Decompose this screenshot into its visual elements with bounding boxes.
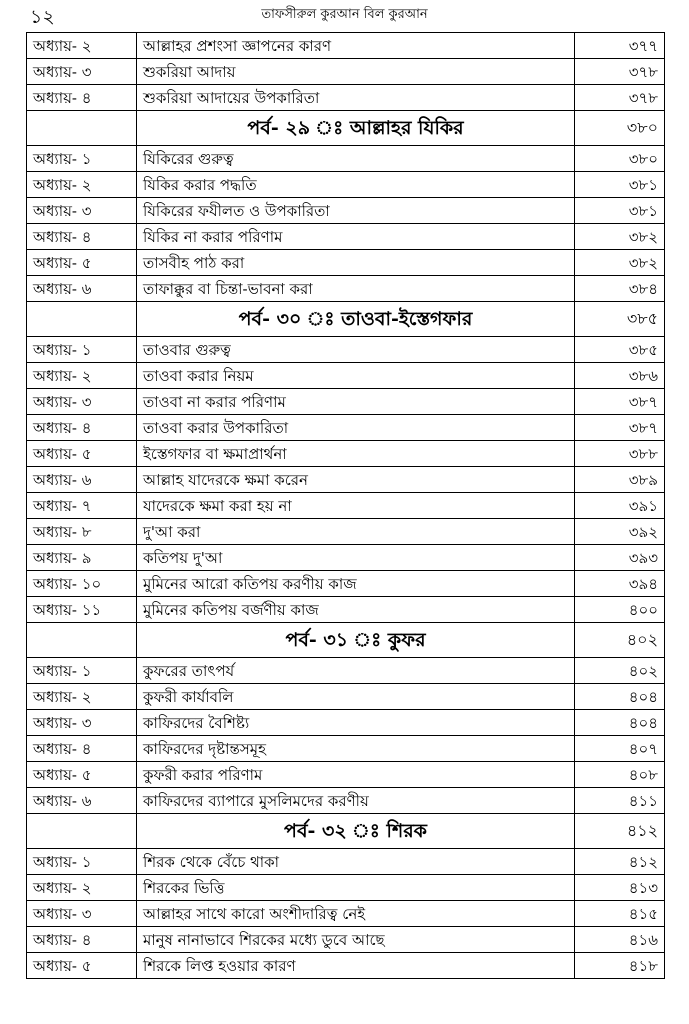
chapter-row (27, 788, 665, 814)
chapter-number: অধ্যায়- ২ (27, 172, 137, 198)
chapter-title: আল্লাহর সাথে কারো অংশীদারিত্ব নেই (137, 901, 575, 927)
chapter-title: তাওবা না করার পরিণাম (137, 389, 575, 415)
chapter-number: অধ্যায়- ২ (27, 684, 137, 710)
chapter-title: আল্লাহ যাদেরকে ক্ষমা করেন (137, 467, 575, 493)
chapter-title: শুকরিয়া আদায় (137, 59, 575, 85)
chapter-title: দু'আ করা (137, 519, 575, 545)
chapter-title: তাওবার গুরুত্ব (137, 337, 575, 363)
chapter-page-number: ৩৮২ (575, 250, 665, 276)
chapter-page-number: ৪০৪ (575, 684, 665, 710)
chapter-row (27, 736, 665, 762)
chapter-number: অধ্যায়- ৬ (27, 276, 137, 302)
chapter-row (27, 571, 665, 597)
chapter-number: অধ্যায়- ৬ (27, 467, 137, 493)
chapter-row (27, 276, 665, 302)
chapter-row (27, 337, 665, 363)
chapter-page-number: ৩৮৭ (575, 415, 665, 441)
chapter-number: অধ্যায়- ১ (27, 658, 137, 684)
chapter-row (27, 59, 665, 85)
chapter-number: অধ্যায়- ৫ (27, 250, 137, 276)
chapter-title: কাফিরদের বৈশিষ্ট্য (137, 710, 575, 736)
chapter-title: মানুষ নানাভাবে শিরকের মধ্যে ডুবে আছে (137, 927, 575, 953)
chapter-row (27, 493, 665, 519)
chapter-title: আল্লাহর প্রশংসা জ্ঞাপনের কারণ (137, 33, 575, 59)
running-header-title: তাফসীরুল কুরআন বিল কুরআন (261, 7, 428, 22)
chapter-number: অধ্যায়- ১১ (27, 597, 137, 623)
chapter-page-number: ৪০৪ (575, 710, 665, 736)
chapter-page-number: ৪০৭ (575, 736, 665, 762)
part-empty-cell (27, 623, 137, 658)
chapter-number: অধ্যায়- ৪ (27, 736, 137, 762)
chapter-title: তাফাক্কুর বা চিন্তা-ভাবনা করা (137, 276, 575, 302)
chapter-row (27, 710, 665, 736)
chapter-title: ইস্তেগফার বা ক্ষমাপ্রার্থনা (137, 441, 575, 467)
page-number: ১২ (30, 6, 55, 28)
chapter-title: কুফরী করার পরিণাম (137, 762, 575, 788)
chapter-number: অধ্যায়- ৭ (27, 493, 137, 519)
chapter-row (27, 415, 665, 441)
chapter-page-number: ৩৮৪ (575, 276, 665, 302)
chapter-number: অধ্যায়- ১০ (27, 571, 137, 597)
chapter-title: শিরক থেকে বেঁচে থাকা (137, 849, 575, 875)
chapter-page-number: ৩৭৮ (575, 85, 665, 111)
chapter-title: যিকিরের ফযীলত ও উপকারিতা (137, 198, 575, 224)
chapter-page-number: ৪১৫ (575, 901, 665, 927)
chapter-number: অধ্যায়- ১ (27, 146, 137, 172)
chapter-number: অধ্যায়- ৫ (27, 441, 137, 467)
chapter-row (27, 684, 665, 710)
chapter-number: অধ্যায়- ৪ (27, 224, 137, 250)
chapter-row (27, 250, 665, 276)
part-page-number: ৩৮০ (575, 111, 665, 146)
chapter-row (27, 658, 665, 684)
chapter-page-number: ৩৮১ (575, 172, 665, 198)
part-title: পর্ব- ২৯ ঃ আল্লাহর যিকির (137, 111, 575, 146)
chapter-page-number: ৪১৩ (575, 875, 665, 901)
chapter-number: অধ্যায়- ৪ (27, 927, 137, 953)
chapter-page-number: ৩৮৯ (575, 467, 665, 493)
part-empty-cell (27, 111, 137, 146)
chapter-row (27, 849, 665, 875)
chapter-row (27, 901, 665, 927)
chapter-page-number: ৪০০ (575, 597, 665, 623)
chapter-page-number: ৪১৮ (575, 953, 665, 979)
part-title: পর্ব- ৩০ ঃ তাওবা-ইস্তেগফার (137, 302, 575, 337)
chapter-row (27, 953, 665, 979)
part-heading-row (27, 111, 665, 146)
chapter-title: শিরকে লিপ্ত হওয়ার কারণ (137, 953, 575, 979)
part-heading-row (27, 814, 665, 849)
chapter-row (27, 545, 665, 571)
chapter-title: কতিপয় দু'আ (137, 545, 575, 571)
chapter-page-number: ৪১২ (575, 849, 665, 875)
chapter-number: অধ্যায়- ৬ (27, 788, 137, 814)
chapter-page-number: ৩৭৭ (575, 33, 665, 59)
chapter-title: যিকিরের গুরুত্ব (137, 146, 575, 172)
chapter-number: অধ্যায়- ৩ (27, 389, 137, 415)
chapter-number: অধ্যায়- ৯ (27, 545, 137, 571)
chapter-number: অধ্যায়- ৩ (27, 901, 137, 927)
chapter-title: যিকির না করার পরিণাম (137, 224, 575, 250)
chapter-page-number: ৩৯১ (575, 493, 665, 519)
chapter-title: মুমিনের কতিপয় বর্জণীয় কাজ (137, 597, 575, 623)
part-page-number: ৪০২ (575, 623, 665, 658)
chapter-number: অধ্যায়- ৩ (27, 59, 137, 85)
chapter-page-number: ৩৯৩ (575, 545, 665, 571)
chapter-page-number: ৩৮৭ (575, 389, 665, 415)
chapter-row (27, 467, 665, 493)
chapter-row (27, 441, 665, 467)
chapter-title: মুমিনের আরো কতিপয় করণীয় কাজ (137, 571, 575, 597)
chapter-number: অধ্যায়- ৩ (27, 198, 137, 224)
chapter-page-number: ৩৮০ (575, 146, 665, 172)
chapter-row (27, 146, 665, 172)
chapter-title: তাসবীহ পাঠ করা (137, 250, 575, 276)
chapter-row (27, 172, 665, 198)
part-empty-cell (27, 814, 137, 849)
chapter-title: কাফিরদের ব্যাপারে মুসলিমদের করণীয় (137, 788, 575, 814)
chapter-page-number: ৩৮৮ (575, 441, 665, 467)
chapter-number: অধ্যায়- ৩ (27, 710, 137, 736)
chapter-row (27, 762, 665, 788)
chapter-number: অধ্যায়- ২ (27, 875, 137, 901)
chapter-page-number: ৪০২ (575, 658, 665, 684)
chapter-number: অধ্যায়- ৮ (27, 519, 137, 545)
chapter-row (27, 927, 665, 953)
chapter-number: অধ্যায়- ৫ (27, 762, 137, 788)
part-title: পর্ব- ৩১ ঃ কুফর (137, 623, 575, 658)
chapter-row (27, 33, 665, 59)
table-of-contents (26, 32, 665, 979)
chapter-page-number: ৩৭৮ (575, 59, 665, 85)
chapter-page-number: ৪১৬ (575, 927, 665, 953)
chapter-page-number: ৪০৮ (575, 762, 665, 788)
chapter-number: অধ্যায়- ৪ (27, 85, 137, 111)
chapter-number: অধ্যায়- ২ (27, 363, 137, 389)
part-empty-cell (27, 302, 137, 337)
chapter-number: অধ্যায়- ৫ (27, 953, 137, 979)
chapter-page-number: ৩৮৬ (575, 363, 665, 389)
chapter-row (27, 597, 665, 623)
chapter-row (27, 363, 665, 389)
chapter-row (27, 198, 665, 224)
chapter-number: অধ্যায়- ২ (27, 33, 137, 59)
chapter-row (27, 224, 665, 250)
chapter-title: যিকির করার পদ্ধতি (137, 172, 575, 198)
chapter-title: তাওবা করার উপকারিতা (137, 415, 575, 441)
chapter-row (27, 875, 665, 901)
chapter-title: শুকরিয়া আদায়ের উপকারিতা (137, 85, 575, 111)
chapter-number: অধ্যায়- ১ (27, 337, 137, 363)
chapter-title: কাফিরদের দৃষ্টান্তসমূহ (137, 736, 575, 762)
part-page-number: ৩৮৫ (575, 302, 665, 337)
chapter-title: কুফরী কার্যাবলি (137, 684, 575, 710)
chapter-title: কুফরের তাৎপর্য (137, 658, 575, 684)
part-page-number: ৪১২ (575, 814, 665, 849)
chapter-row (27, 389, 665, 415)
chapter-row (27, 519, 665, 545)
chapter-number: অধ্যায়- ৪ (27, 415, 137, 441)
toc-body (27, 33, 665, 979)
chapter-title: শিরকের ভিত্তি (137, 875, 575, 901)
chapter-page-number: ৩৮১ (575, 198, 665, 224)
part-title: পর্ব- ৩২ ঃ শিরক (137, 814, 575, 849)
chapter-title: যাদেরকে ক্ষমা করা হয় না (137, 493, 575, 519)
chapter-page-number: ৪১১ (575, 788, 665, 814)
chapter-page-number: ৩৯৪ (575, 571, 665, 597)
chapter-row (27, 85, 665, 111)
chapter-page-number: ৩৯২ (575, 519, 665, 545)
part-heading-row (27, 623, 665, 658)
chapter-title: তাওবা করার নিয়ম (137, 363, 575, 389)
chapter-number: অধ্যায়- ১ (27, 849, 137, 875)
part-heading-row (27, 302, 665, 337)
chapter-page-number: ৩৮৫ (575, 337, 665, 363)
chapter-page-number: ৩৮২ (575, 224, 665, 250)
